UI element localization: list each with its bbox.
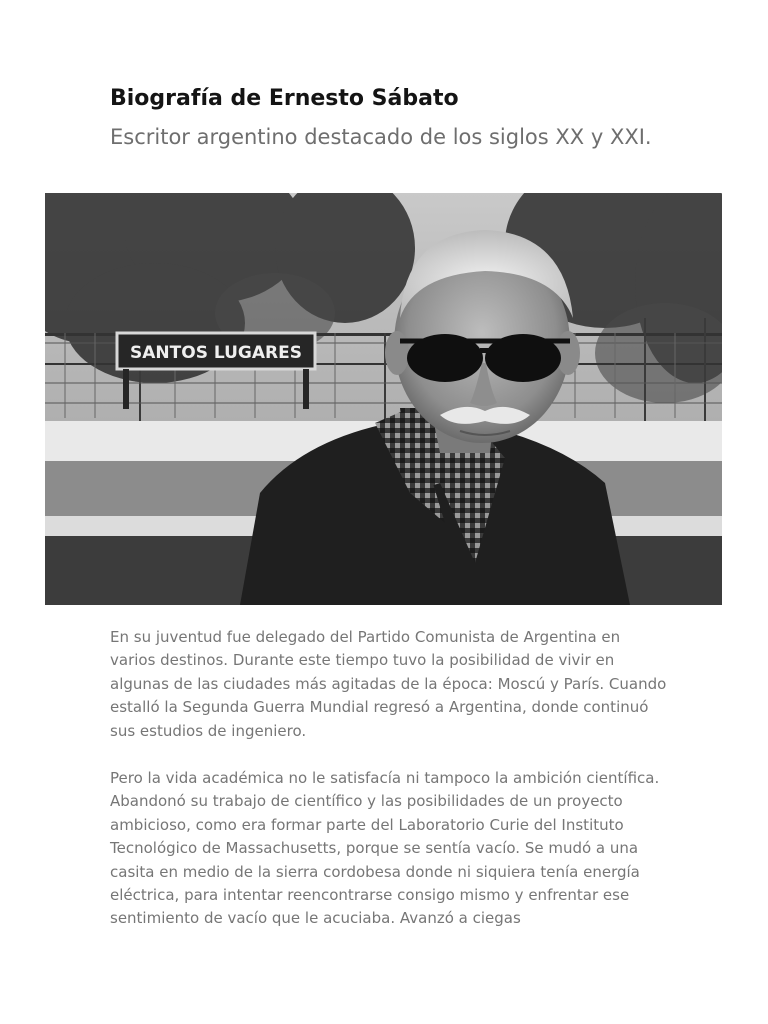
station-sign-text: SANTOS LUGARES	[130, 343, 302, 363]
page-subtitle: Escritor argentino destacado de los siglos XX y XXI.	[110, 125, 652, 149]
page-title: Biografía de Ernesto Sábato	[110, 86, 459, 111]
portrait-photo	[45, 193, 722, 605]
photo-illustration	[45, 193, 722, 605]
paragraph-2: Pero la vida académica no le satisfacía ni tampoco la ambición científica. Abandonó su trabajo de científico y las posibilidades de un proyecto ambicioso, como era formar parte del Laboratorio Curie del Instituto Tecnológico de Massachusetts, porque se sentía vacío. Se mudó a una casita en medio de la sierra cordobesa donde ni siquiera tenía energía eléctrica, para intentar reencontrarse consigo mismo y enfrentar ese sentimiento de vacío que le acuciaba. Avanzó a ciegas	[110, 769, 660, 928]
paragraph-1: En su juventud fue delegado del Partido Comunista de Argentina en varios destinos. Durante este tiempo tuvo la posibilidad de vivir en algunas de las ciudades más agitadas de la época: Moscú y París. Cuando estalló la Segunda Guerra Mundial regresó a Argentina, donde continuó sus estudios de ingeniero.	[110, 628, 667, 740]
